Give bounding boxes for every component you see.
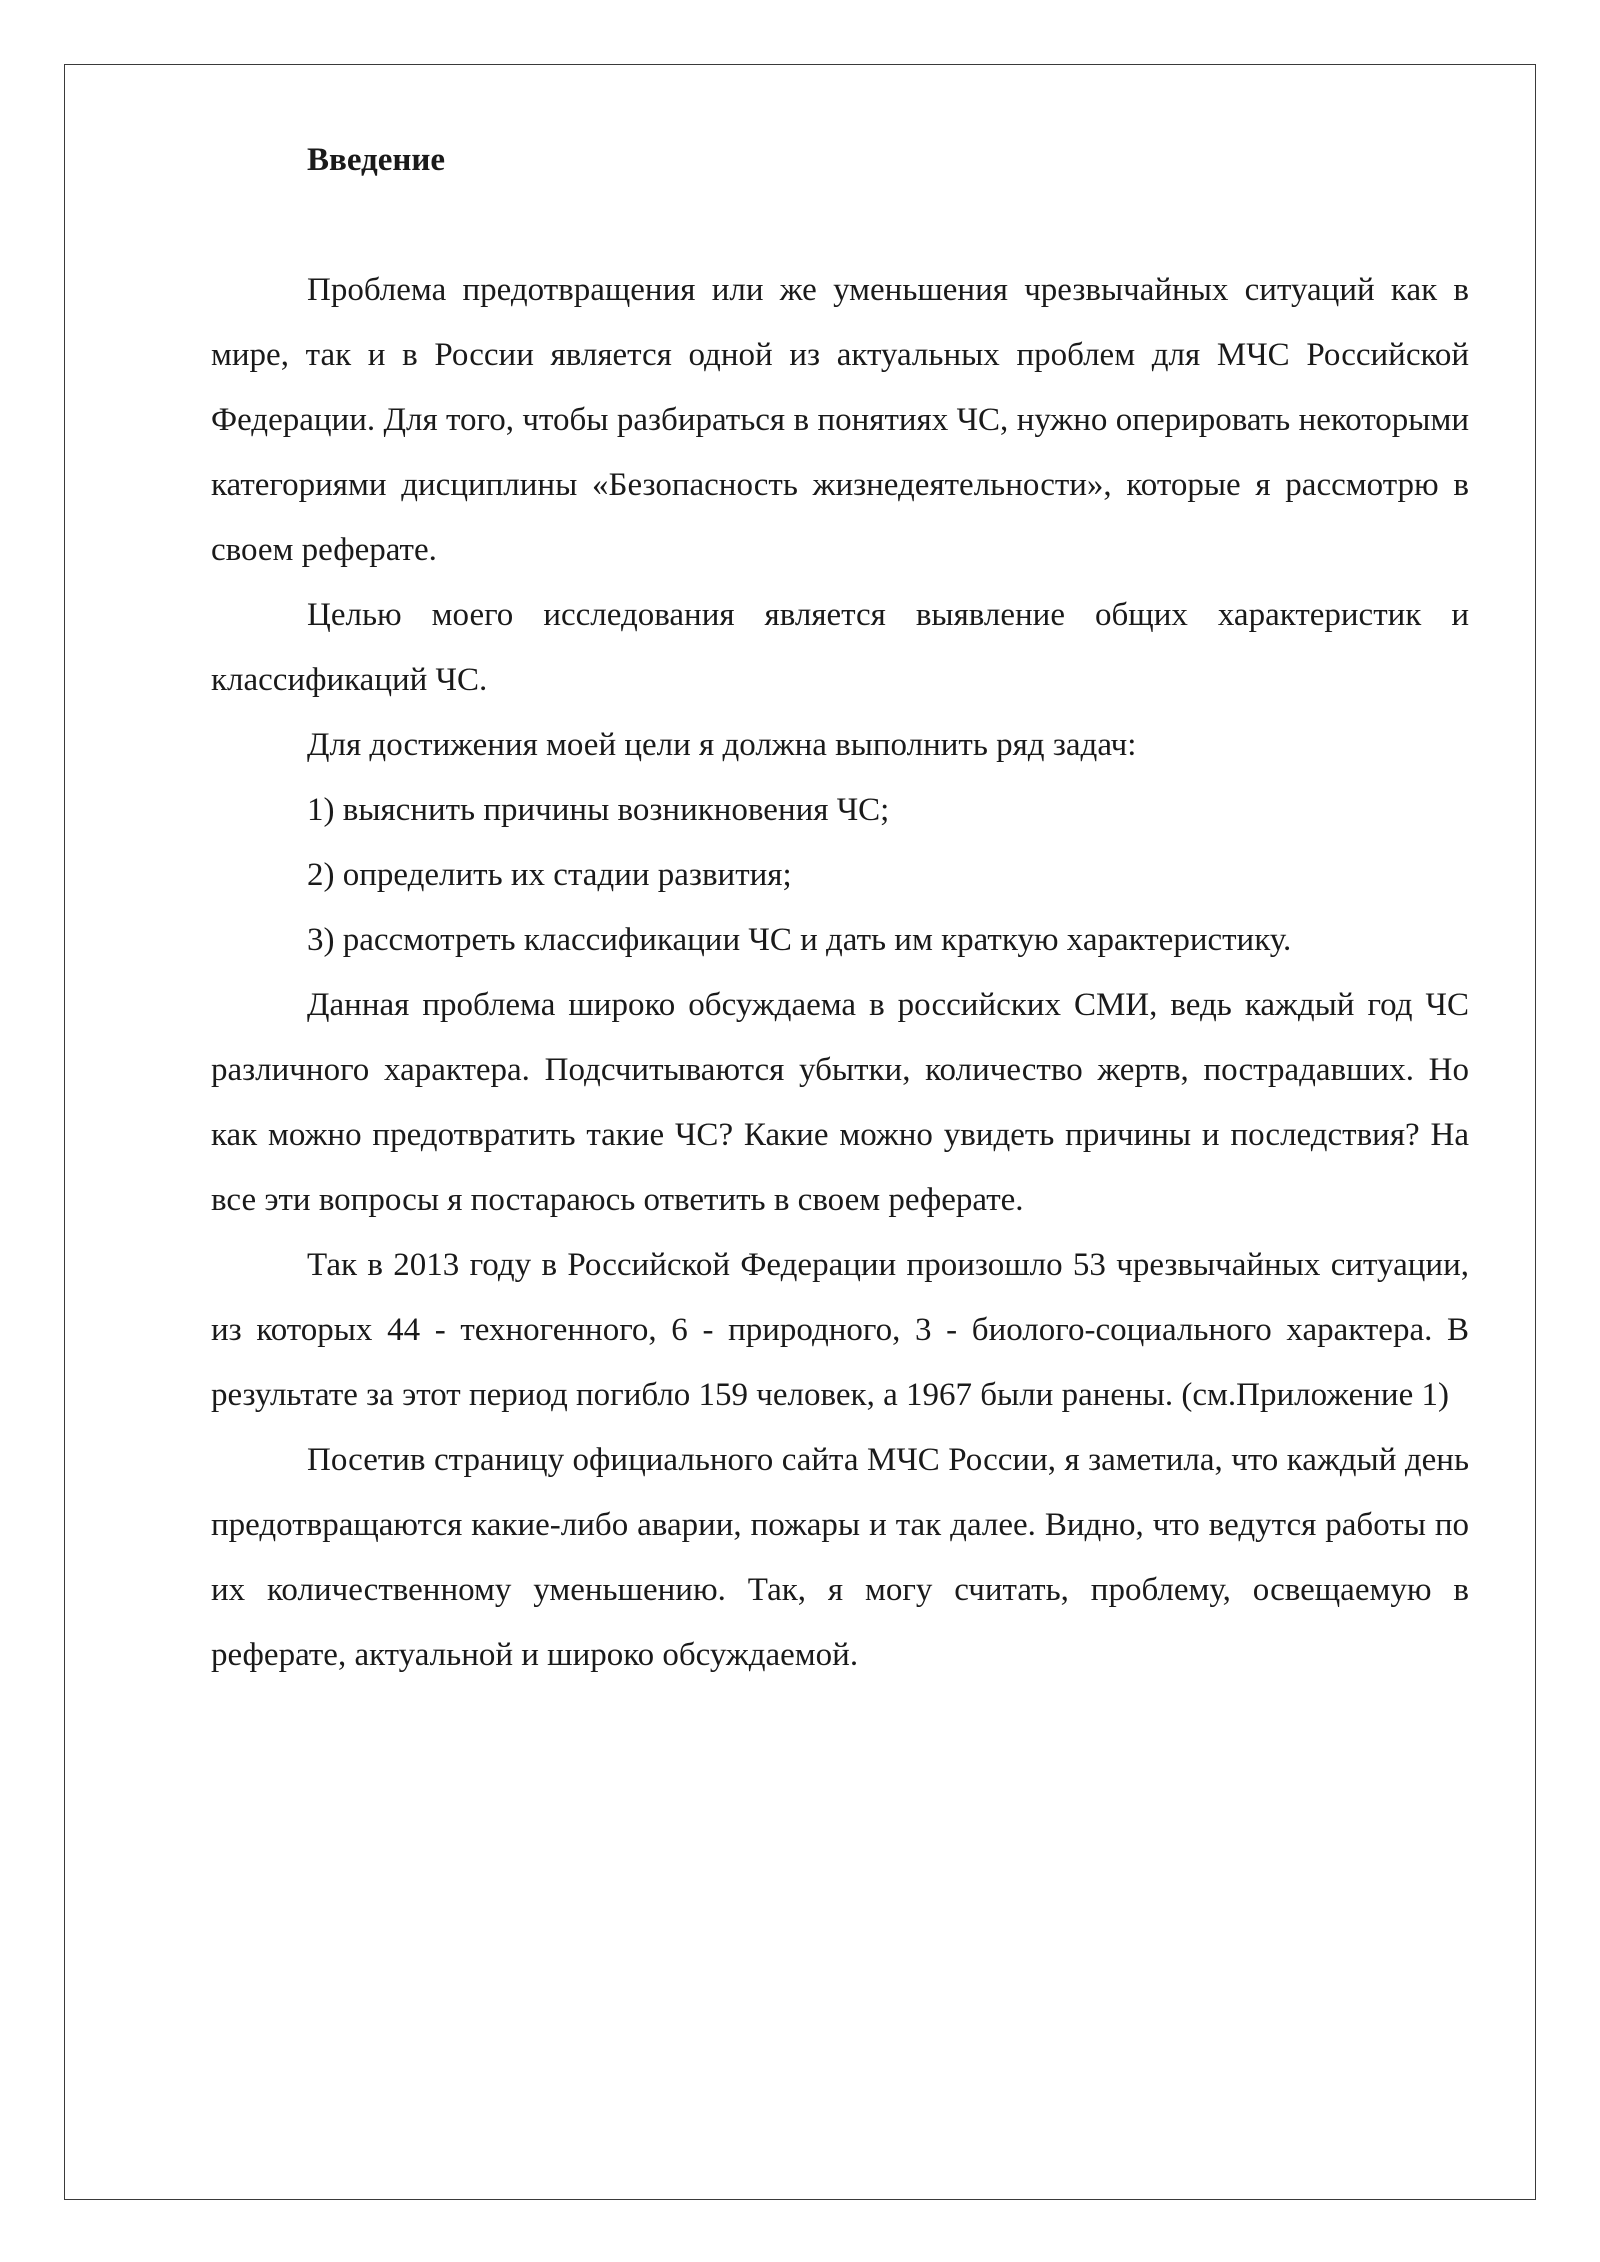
paragraph-website: Посетив страницу официального сайта МЧС России, я заметила, что каждый день предотвращаются какие-либо аварии, пожары и так далее. Видно, что ведутся работы по их количественному уменьшению. Так, я могу считать, проблему, освещаемую в реферате, актуальной и широко обсуждаемой. — [211, 1442, 1469, 1673]
paragraph-tasks-intro: Для достижения моей цели я должна выполнить ряд задач: — [307, 727, 1137, 763]
document-body — [211, 128, 1469, 1688]
section-heading: Введение — [307, 142, 446, 178]
paragraph-task-1: 1) выяснить причины возникновения ЧС; — [307, 792, 890, 828]
paragraph-media: Данная проблема широко обсуждаема в российских СМИ, ведь каждый год ЧС различного характера. Подсчитываются убытки, количество жертв, пострадавших. Но как можно предотвратить такие ЧС? Какие можно увидеть причины и последствия? На все эти вопросы я постараюсь ответить в своем реферате. — [211, 987, 1469, 1218]
paragraph-task-2: 2) определить их стадии развития; — [307, 857, 792, 893]
paragraph-problem: Проблема предотвращения или же уменьшения чрезвычайных ситуаций как в мире, так и в России является одной из актуальных проблем для МЧС Российской Федерации. Для того, чтобы разбираться в понятиях ЧС, нужно оперировать некоторыми категориями дисциплины «Безопасность жизнедеятельности», которые я рассмотрю в своем реферате. — [211, 272, 1469, 568]
paragraph-statistics: Так в 2013 году в Российской Федерации произошло 53 чрезвычайных ситуации, из которых 44 - техногенного, 6 - природного, 3 - биолого-социального характера. В результате за этот период погибло 159 человек, а 1967 были ранены. (см.Приложение 1) — [211, 1247, 1469, 1413]
paragraph-goal: Целью моего исследования является выявление общих характеристик и классификаций ЧС. — [211, 597, 1469, 698]
paragraph-task-3: 3) рассмотреть классификации ЧС и дать им краткую характеристику. — [307, 922, 1292, 958]
